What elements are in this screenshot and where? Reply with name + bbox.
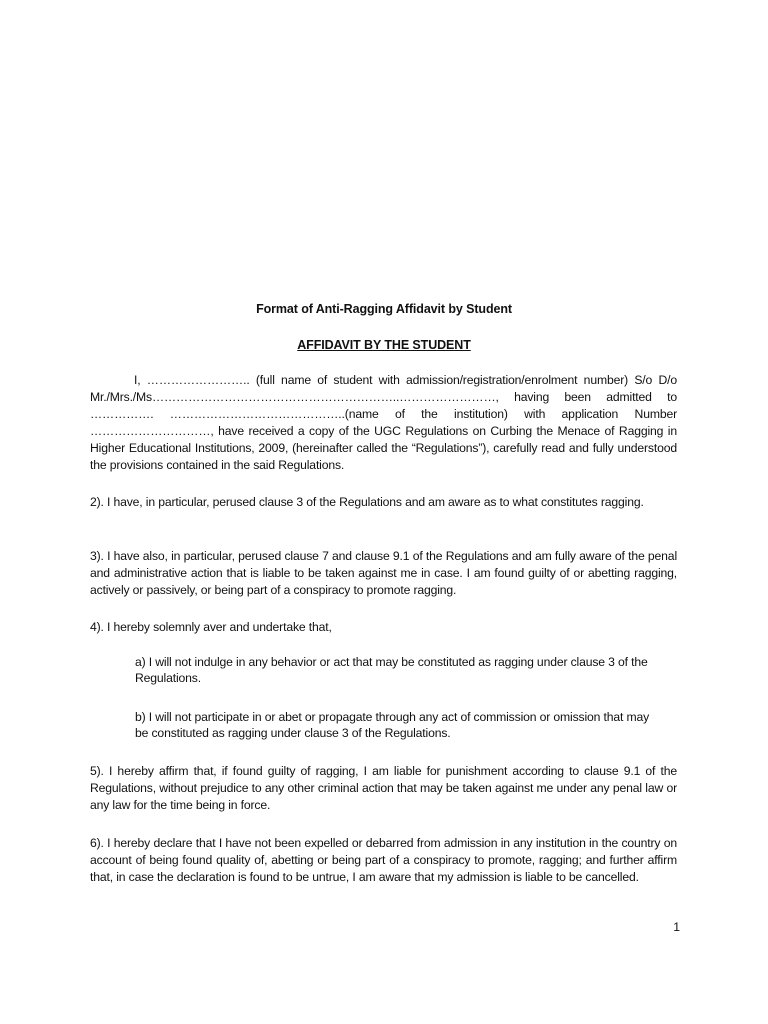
paragraph-4: 4). I hereby solemnly aver and undertake that, [90, 620, 332, 634]
page-number: 1 [673, 920, 680, 934]
paragraph-5: 5). I hereby affirm that, if found guilty of ragging, I am liable for punishment according to clause 9.1 of the Regulations, without prejudice to any other criminal action that may be taken against me under any penal law or any law for the time being in force. [90, 764, 677, 812]
paragraph-6: 6). I hereby declare that I have not been expelled or debarred from admission in any institution in the country on account of being found quality of, abetting or being part of a conspiracy to promote, ragging; and further affirm that, in case the declaration is found to be untrue, I am aware that my admission is liable to be cancelled. [90, 836, 677, 884]
paragraph-3: 3). I have also, in particular, perused clause 7 and clause 9.1 of the Regulations and am fully aware of the penal and administrative action that is liable to be taken against me in case. I am found guilty of or abetting ragging, actively or passively, or being part of a conspiracy to promote ragging. [90, 549, 677, 597]
affidavit-heading: AFFIDAVIT BY THE STUDENT [297, 338, 471, 352]
paragraph-2: 2). I have, in particular, perused clause 3 of the Regulations and am aware as to what constitutes ragging. [90, 495, 644, 509]
undertaking-b: b) I will not participate in or abet or propagate through any act of commission or omission that may be constituted as ragging under clause 3 of the Regulations. [135, 710, 650, 740]
document-title: Format of Anti-Ragging Affidavit by Student [256, 302, 512, 316]
undertaking-a: a) I will not indulge in any behavior or act that may be constituted as ragging under clause 3 of the Regulations. [135, 655, 648, 685]
paragraph-1: I, …………………….. (full name of student with admission/registration/enrolment number) S/o D/o Mr./Mrs./Ms……………………………………………………..……………………, having been admitted to ……………. ……………………………………..(name of the institution) with application Number …………………………, have received a copy of the UGC Regulations on Curbing the Menace of Ragging in Higher Educational Institutions, 2009, (hereinafter called the “Regulations”), carefully read and fully understood the provisions contained in the said Regulations. [90, 373, 677, 472]
